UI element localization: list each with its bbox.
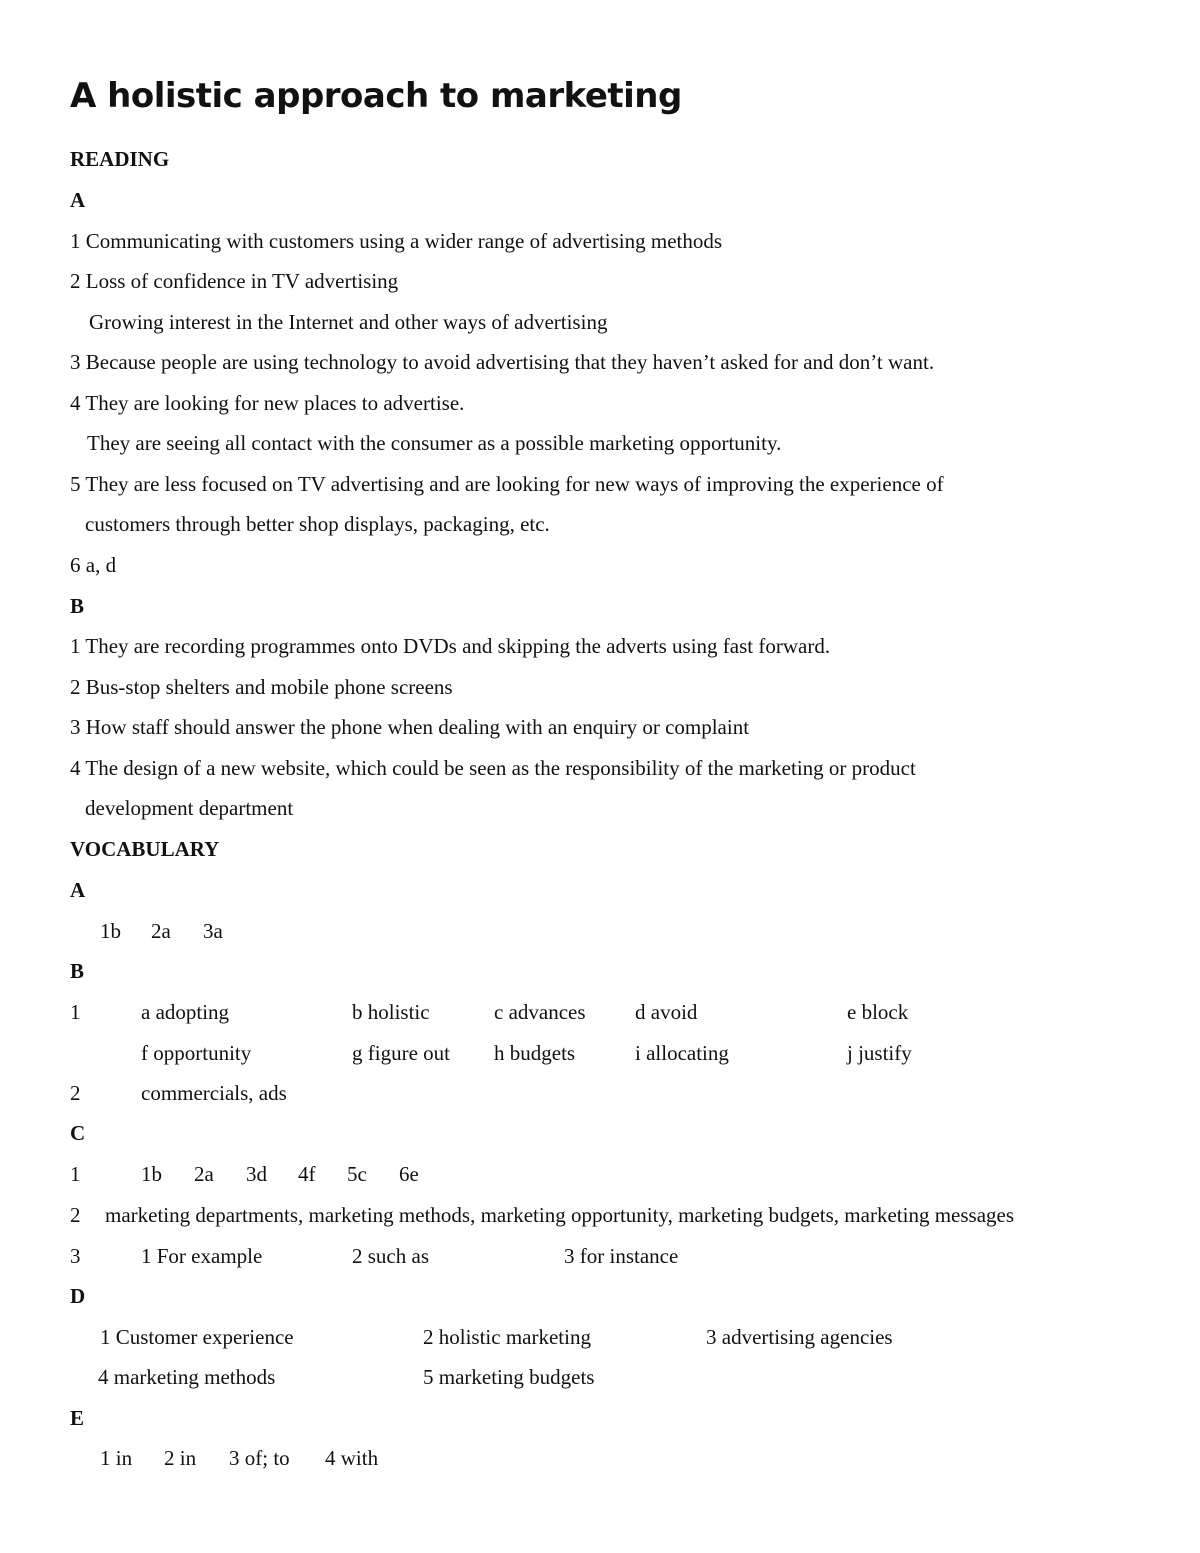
- vocab-b-answer: commercials, ads: [141, 1081, 287, 1105]
- reading-a-line: 5 They are less focused on TV advertising and are looking for new ways of improving the experience of: [70, 472, 944, 496]
- vocab-b-answer: e block: [847, 1000, 909, 1024]
- vocab-c-answer: marketing departments, marketing methods, marketing opportunity, marketing budgets, marketing messages: [105, 1203, 1015, 1227]
- vocab-e-answer: 2 in: [164, 1446, 197, 1470]
- vocab-c-number: 3: [70, 1244, 81, 1268]
- reading-a-line: 2 Loss of confidence in TV advertising: [70, 269, 399, 293]
- vocab-c-number: 1: [70, 1162, 81, 1186]
- reading-b-line: 3 How staff should answer the phone when dealing with an enquiry or complaint: [70, 715, 750, 739]
- vocab-a-answer: 3a: [203, 919, 223, 943]
- vocab-d-answer: 2 holistic marketing: [423, 1325, 591, 1349]
- vocab-a-label: A: [70, 878, 86, 902]
- vocab-e-answer: 1 in: [100, 1446, 133, 1470]
- vocab-b-number: 2: [70, 1081, 81, 1105]
- vocab-e-answer: 4 with: [325, 1446, 379, 1470]
- reading-a-line: 1 Communicating with customers using a wider range of advertising methods: [70, 229, 723, 253]
- vocab-b-answer: b holistic: [352, 1000, 430, 1024]
- vocab-b-number: 1: [70, 1000, 81, 1024]
- vocab-b-answer: i allocating: [635, 1041, 729, 1065]
- vocab-b-answer: h budgets: [494, 1041, 576, 1065]
- vocab-b-answer: d avoid: [635, 1000, 698, 1024]
- reading-a-line: 6 a, d: [70, 553, 117, 577]
- reading-b-label: B: [70, 594, 85, 618]
- vocab-d-answer: 4 marketing methods: [98, 1365, 276, 1389]
- reading-b-line: 4 The design of a new website, which could be seen as the responsibility of the marketing or product: [70, 756, 916, 780]
- page-title: A holistic approach to marketing: [70, 76, 682, 116]
- vocab-c-number: 2: [70, 1203, 81, 1227]
- vocab-d-label: D: [70, 1284, 86, 1308]
- vocab-a-answer: 2a: [151, 919, 171, 943]
- vocab-d-answer: 5 marketing budgets: [423, 1365, 595, 1389]
- reading-a-label: A: [70, 188, 86, 212]
- reading-heading: READING: [70, 147, 170, 171]
- vocab-d-answer: 3 advertising agencies: [706, 1325, 893, 1349]
- vocab-c-answer: 6e: [399, 1162, 419, 1186]
- vocab-c-answer: 2 such as: [352, 1244, 429, 1268]
- reading-a-line: customers through better shop displays, packaging, etc.: [85, 512, 550, 536]
- reading-b-line: development department: [85, 796, 294, 820]
- vocab-a-answer: 1b: [100, 919, 121, 943]
- vocab-e-answer: 3 of; to: [229, 1446, 290, 1470]
- vocab-e-label: E: [70, 1406, 85, 1430]
- vocab-b-answer: j justify: [847, 1041, 912, 1065]
- vocab-b-answer: a adopting: [141, 1000, 230, 1024]
- vocab-c-answer: 1b: [141, 1162, 162, 1186]
- vocabulary-heading: VOCABULARY: [70, 837, 220, 861]
- reading-b-line: 2 Bus-stop shelters and mobile phone screens: [70, 675, 453, 699]
- vocab-c-answer: 1 For example: [141, 1244, 263, 1268]
- vocab-c-answer: 4f: [298, 1162, 316, 1186]
- vocab-c-answer: 5c: [347, 1162, 367, 1186]
- reading-a-line: They are seeing all contact with the consumer as a possible marketing opportunity.: [87, 431, 782, 455]
- vocab-d-answer: 1 Customer experience: [100, 1325, 294, 1349]
- vocab-c-answer: 2a: [194, 1162, 214, 1186]
- vocab-b-label: B: [70, 959, 85, 983]
- vocab-b-answer: f opportunity: [141, 1041, 252, 1065]
- reading-a-line: 4 They are looking for new places to advertise.: [70, 391, 465, 415]
- reading-b-line: 1 They are recording programmes onto DVDs and skipping the adverts using fast forward.: [70, 634, 831, 658]
- reading-a-line: Growing interest in the Internet and other ways of advertising: [89, 310, 608, 334]
- vocab-c-label: C: [70, 1121, 86, 1145]
- vocab-c-answer: 3d: [246, 1162, 267, 1186]
- vocab-c-answer: 3 for instance: [564, 1244, 679, 1268]
- vocab-b-answer: c advances: [494, 1000, 586, 1024]
- reading-a-line: 3 Because people are using technology to avoid advertising that they haven’t asked for and don’t want.: [70, 350, 935, 374]
- vocab-b-answer: g figure out: [352, 1041, 450, 1065]
